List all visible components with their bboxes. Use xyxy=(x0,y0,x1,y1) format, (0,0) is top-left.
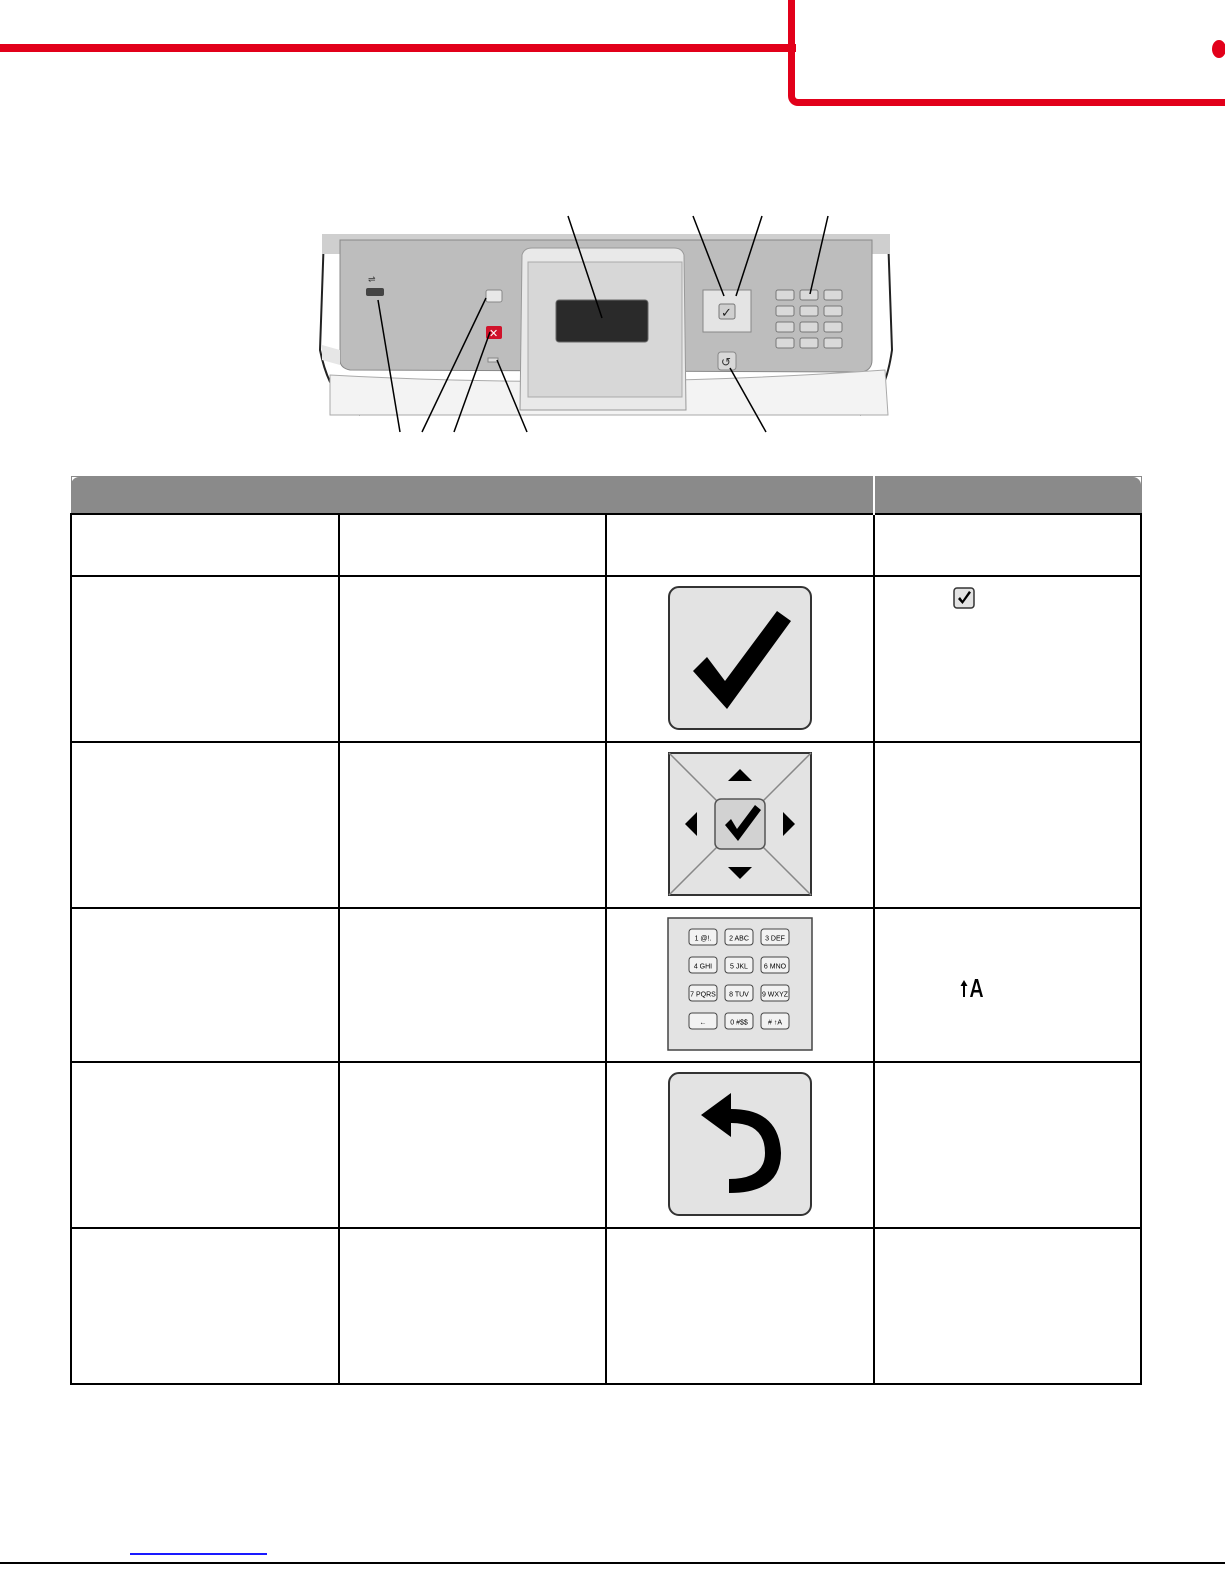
table-row xyxy=(71,576,1141,742)
row-image-cell xyxy=(606,1228,874,1384)
row-number xyxy=(71,514,339,576)
row-part-name xyxy=(339,1062,607,1228)
table-row xyxy=(71,742,1141,908)
row-number xyxy=(71,576,339,742)
row-image-cell xyxy=(606,908,874,1062)
keypad-key-label: 6 MNO xyxy=(763,963,786,971)
row-part-name xyxy=(339,514,607,576)
row-number xyxy=(71,1228,339,1384)
row-part-name xyxy=(339,908,607,1062)
table-header-row xyxy=(71,477,1141,515)
keypad-key-label: 2 ABC xyxy=(728,935,749,943)
keypad-key-label: ← xyxy=(699,1019,707,1027)
row-image-cell xyxy=(606,514,874,576)
keypad-key-label: 7 PQRS xyxy=(689,991,716,999)
keypad-key-label: 9 WXYZ xyxy=(761,991,788,999)
header-rule xyxy=(0,44,796,52)
select-check-icon xyxy=(953,587,975,609)
keypad-key-label: # ↑A xyxy=(767,1019,782,1027)
keypad-key-label: 4 GHI xyxy=(693,963,712,971)
row-image-cell xyxy=(606,576,874,742)
footer-rule xyxy=(0,1562,1225,1564)
row-description xyxy=(874,1228,1142,1384)
row-description xyxy=(874,576,1142,742)
row-description xyxy=(874,514,1142,576)
back-button-icon xyxy=(667,1071,813,1217)
row-number xyxy=(71,742,339,908)
table-header-description xyxy=(874,477,1142,515)
header-tab-frame xyxy=(788,0,1225,106)
table-row xyxy=(71,514,1141,576)
select-button-icon xyxy=(667,585,813,731)
row-part-name xyxy=(339,1228,607,1384)
row-part-name xyxy=(339,742,607,908)
row-description xyxy=(874,1062,1142,1228)
row-number xyxy=(71,908,339,1062)
keypad-key-label: 5 JKL xyxy=(729,963,748,971)
shift-a-icon xyxy=(960,977,986,1001)
keypad-icon xyxy=(667,917,813,1051)
svg-text:⇌: ⇌ xyxy=(368,275,376,285)
keypad-key-label: 1 @!. xyxy=(694,935,712,943)
row-description xyxy=(874,742,1142,908)
keypad-key-label: 3 DEF xyxy=(764,935,785,943)
row-number xyxy=(71,1062,339,1228)
row-description xyxy=(874,908,1142,1062)
printer-control-panel-illustration xyxy=(300,200,920,440)
row-part-name xyxy=(339,576,607,742)
table-header-part xyxy=(71,477,874,515)
keypad-key-label: 8 TUV xyxy=(728,991,749,999)
row-image-cell xyxy=(606,742,874,908)
control-panel-parts-table xyxy=(70,476,1142,1385)
navigation-pad-icon xyxy=(667,751,813,897)
table-row xyxy=(71,1062,1141,1228)
svg-text:✕: ✕ xyxy=(489,327,499,340)
footer-link-underline[interactable] xyxy=(130,1553,267,1555)
table-row xyxy=(71,908,1141,1062)
table-row xyxy=(71,1228,1141,1384)
svg-text:✓: ✓ xyxy=(721,306,732,321)
keypad-key-label: 0 #$$ xyxy=(729,1019,748,1027)
header-tab-marker xyxy=(1212,40,1225,58)
svg-text:↺: ↺ xyxy=(721,355,732,369)
row-image-cell xyxy=(606,1062,874,1228)
